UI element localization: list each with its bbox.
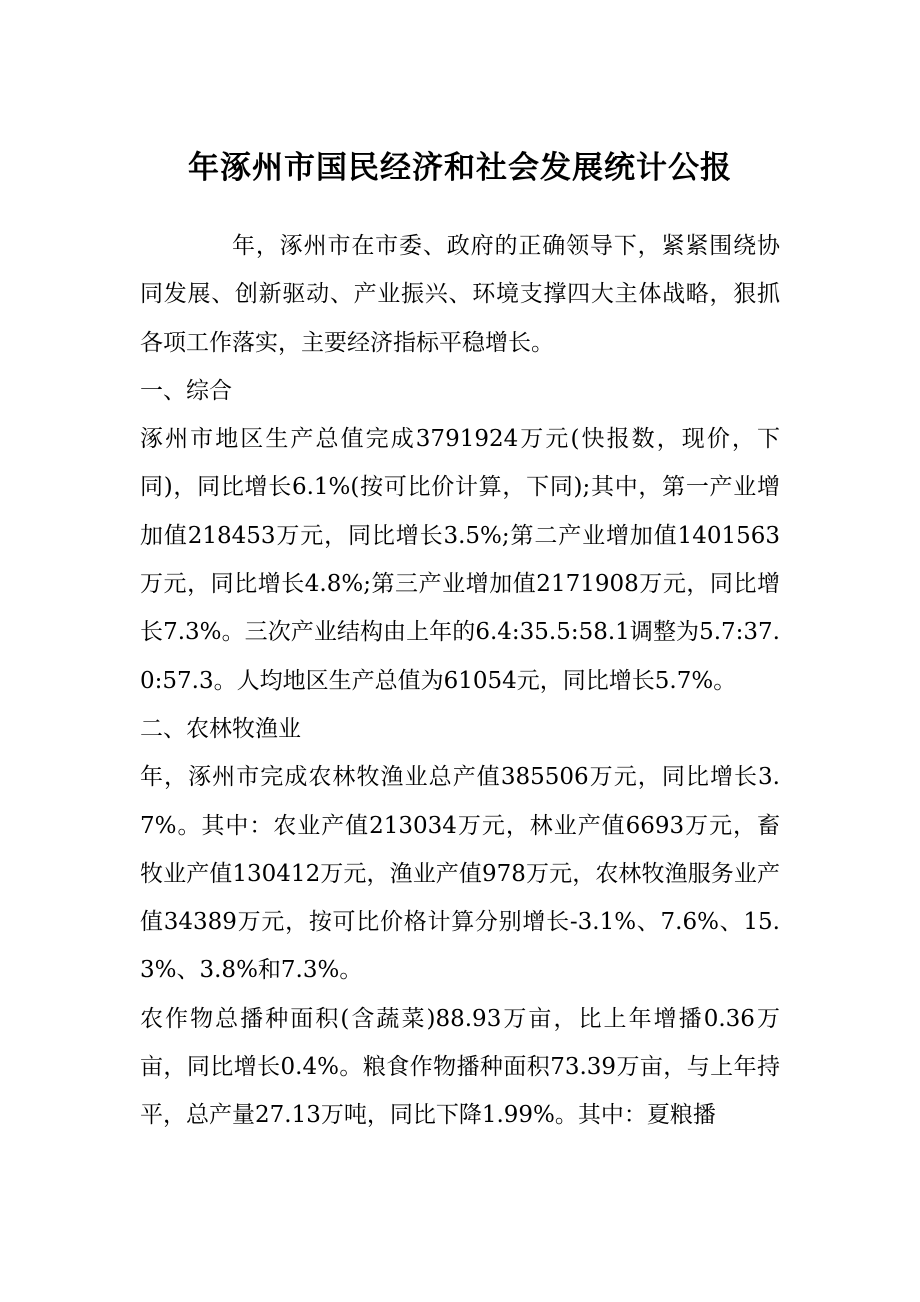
document-body	[140, 222, 780, 1140]
agriculture-output-paragraph: 年，涿州市完成农林牧渔业总产值385506万元，同比增长3.7%。其中：农业产值213034万元，林业产值6693万元，畜牧业产值130412万元，渔业产值978万元，农林牧渔服务业产值34389万元，按可比价格计算分别增长-3.1%、7.6%、15.3%、3.8%和7.3%。	[140, 764, 780, 984]
overview-paragraph: 涿州市地区生产总值完成3791924万元(快报数，现价，下同)，同比增长6.1%(按可比价计算，下同);其中，第一产业增加值218453万元，同比增长3.5%;第二产业增加值1401563万元，同比增长4.8%;第三产业增加值2171908万元，同比增长7.3%。三次产业结构由上年的6.4:35.5:58.1调整为5.7:37.0:57.3。人均地区生产总值为61054元，同比增长5.7%。	[140, 426, 780, 694]
section-heading-agriculture: 二、农林牧渔业	[140, 715, 301, 742]
document-title: 年涿州市国民经济和社会发展统计公报	[188, 150, 732, 186]
crop-area-paragraph: 农作物总播种面积(含蔬菜)88.93万亩，比上年增播0.36万亩，同比增长0.4%。粮食作物播种面积73.39万亩，与上年持平，总产量27.13万吨，同比下降1.99%。其中：夏粮播	[140, 1005, 780, 1129]
intro-paragraph: 年，涿州市在市委、政府的正确领导下，紧紧围绕协同发展、创新驱动、产业振兴、环境支撑四大主体战略，狠抓各项工作落实，主要经济指标平稳增长。	[140, 233, 780, 356]
section-heading-overview: 一、综合	[140, 377, 232, 404]
